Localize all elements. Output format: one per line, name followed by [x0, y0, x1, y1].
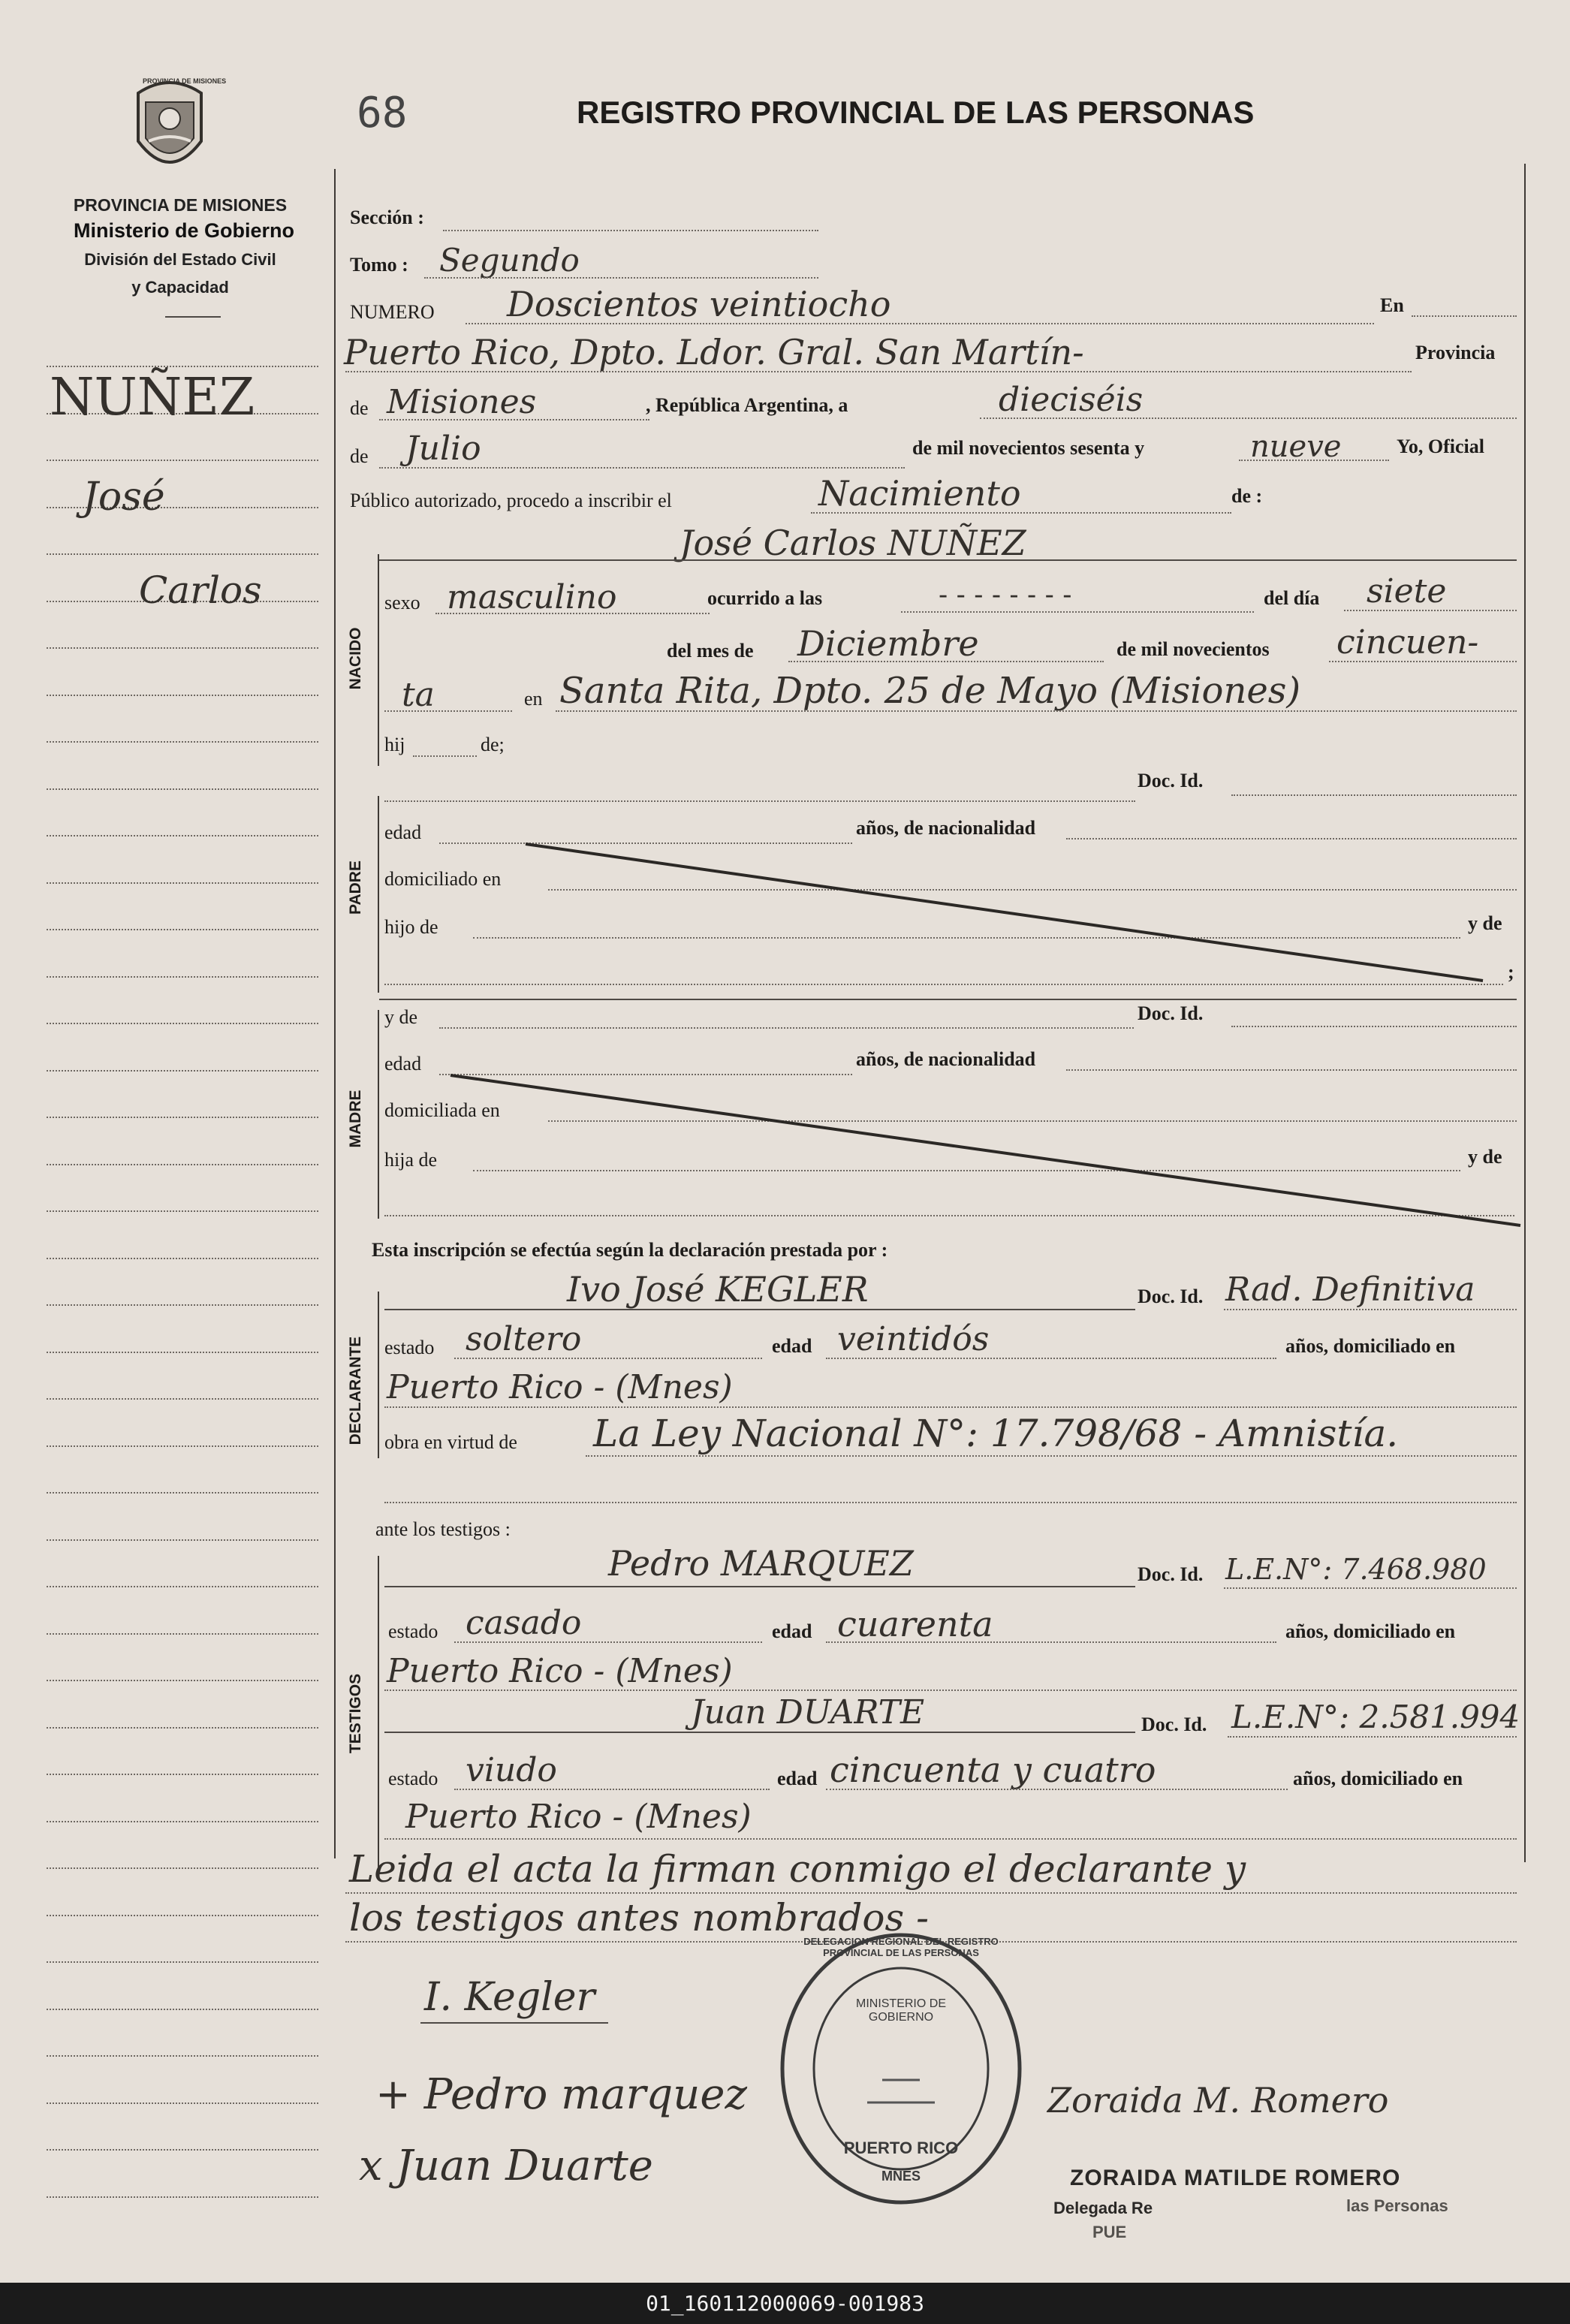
sidebar-rule-line: [47, 882, 318, 884]
sexo-label: sexo: [384, 592, 420, 613]
testigo1-edad-label: edad: [772, 1620, 812, 1642]
oficial-cargo-right: las Personas: [1346, 2196, 1448, 2215]
sidebar-rule-line: [47, 1258, 318, 1259]
anio-nac-value-1: cincuen-: [1336, 623, 1479, 662]
sidebar-rule-line: [47, 695, 318, 696]
hij-line: [413, 755, 477, 757]
firma-declarante: I. Kegler: [424, 1975, 595, 2020]
sidebar-rule-line: [47, 1398, 318, 1400]
declarante-domicilio-value: Puerto Rico - (Mnes): [387, 1368, 733, 1406]
testigo2-doc-value: L.E.N°: 2.581.994: [1231, 1699, 1520, 1735]
hora-value: - - - - - - - -: [939, 580, 1072, 610]
sidebar-rule-line: [47, 2055, 318, 2057]
numero-label: NUMERO: [350, 301, 435, 323]
tomo-line: [424, 277, 818, 279]
sidebar-rule-line: [47, 647, 318, 649]
sexo-value: masculino: [447, 578, 617, 616]
anio-nac-line: [1329, 661, 1517, 662]
seal-inner-top: MINISTERIO DE GOBIERNO: [855, 1997, 946, 2024]
mes-nac-value: Diciembre: [797, 623, 979, 664]
testigo1-estado-line: [454, 1641, 762, 1643]
firma-testigo-1: + Pedro marquez: [375, 2070, 747, 2119]
testigo1-estado-label: estado: [388, 1620, 438, 1642]
provincia-label: Provincia: [1415, 342, 1496, 363]
mes-line: [379, 467, 905, 469]
nacido-doc-value-line: [1231, 794, 1517, 796]
inscripto-line: [379, 559, 1517, 561]
sidebar-province: PROVINCIA DE MISIONES: [73, 195, 288, 215]
sidebar-rule: [165, 316, 221, 318]
sidebar-rule-line: [47, 460, 318, 461]
sidebar-surname: NUÑEZ: [50, 368, 255, 427]
firma-oficial: Zoraida M. Romero: [1047, 2080, 1389, 2121]
section-label-declarante: DECLARANTE: [347, 1336, 364, 1445]
seccion-label: Sección :: [350, 206, 424, 228]
sidebar-rule-line: [47, 929, 318, 930]
provincia-line: [379, 419, 649, 420]
sidebar-rule-line: [47, 741, 318, 743]
sidebar-rule-line: [47, 1774, 318, 1775]
ocurrido-label: ocurrido a las: [707, 587, 823, 609]
declarante-domicilio-line: [384, 1406, 1517, 1408]
padre-hijo-label: hijo de: [384, 916, 438, 938]
declarante-estado-label: estado: [384, 1337, 435, 1358]
madre-yde-line: [439, 1027, 1134, 1029]
testigo2-domicilio-value: Puerto Rico - (Mnes): [405, 1798, 752, 1836]
de2-label: de: [350, 445, 369, 467]
seal-center: PUERTO RICO: [843, 2139, 959, 2157]
cierre-line-1: Leida el acta la firman conmigo el declarante y: [349, 1847, 1246, 1891]
sidebar-rule-line: [47, 1539, 318, 1541]
padre-yde-label: y de: [1468, 912, 1502, 934]
oficial-cargo-left: Delegada Re: [1053, 2199, 1153, 2217]
mil-label: de mil novecientos sesenta y: [912, 437, 1145, 459]
hora-line: [901, 611, 1254, 613]
madre-yde-top-label: y de: [384, 1006, 418, 1028]
lugar-line: [345, 371, 1412, 372]
page-title: REGISTRO PROVINCIAL DE LAS PERSONAS: [577, 95, 1255, 130]
sidebar-rule-line: [47, 1210, 318, 1212]
padre-edad-label: edad: [384, 821, 422, 843]
en-line: [1412, 315, 1517, 317]
testigos-inner-border: [378, 1556, 379, 1879]
provincia-value: Misiones: [387, 383, 537, 421]
sidebar-rule-line: [47, 1117, 318, 1118]
dia-nac-label: del día: [1264, 587, 1320, 609]
sidebar-rule-line: [47, 976, 318, 978]
padre-domicilio-label: domiciliado en: [384, 868, 502, 890]
sidebar-ministry: Ministerio de Gobierno: [73, 219, 295, 242]
sidebar-division: División del Estado Civil: [84, 250, 276, 269]
sidebar-rule-line: [47, 1633, 318, 1635]
lugar-nac-value: Santa Rita, Dpto. 25 de Mayo (Misiones): [559, 670, 1301, 712]
anio-value: nueve: [1250, 430, 1342, 464]
declarante-inner-border: [378, 1292, 379, 1458]
inscripto-value: José Carlos NUÑEZ: [680, 523, 1026, 563]
nacido-inner-border: [378, 554, 379, 766]
anio-nac-value-2: ta: [402, 676, 435, 714]
sidebar-rule-line: [47, 1304, 318, 1306]
madre-domicilio-label: domiciliada en: [384, 1099, 500, 1121]
madre-edad-label: edad: [384, 1053, 422, 1075]
testigo2-edad-value: cincuenta y cuatro: [830, 1750, 1156, 1790]
oficial-label: Yo, Oficial: [1397, 436, 1484, 457]
testigo1-domicilio-label: años, domiciliado en: [1285, 1620, 1456, 1642]
declarante-doc-value: Rad. Definitiva: [1225, 1271, 1475, 1309]
sidebar-rule-line: [47, 835, 318, 836]
sidebar-rule-line: [47, 1492, 318, 1494]
sidebar-name-2: Carlos: [139, 568, 262, 612]
padre-inner-border: [378, 796, 379, 993]
coat-of-arms-icon: [134, 72, 227, 185]
padre-semicolon: ;: [1508, 961, 1514, 983]
declarante-edad-label: edad: [772, 1335, 812, 1357]
testigo2-edad-line: [826, 1789, 1288, 1790]
acto-value: Nacimiento: [818, 473, 1021, 514]
testigo1-nombre: Pedro MARQUEZ: [608, 1543, 914, 1584]
section-label-testigos: TESTIGOS: [347, 1673, 364, 1754]
seal-bottom: MNES: [881, 2169, 921, 2184]
sidebar-rule-line: [47, 1680, 318, 1681]
sidebar-name-1: José: [83, 475, 165, 520]
republica-label: , República Argentina, a: [646, 394, 848, 416]
sidebar-rule-line: [47, 2196, 318, 2198]
firma-testigo-2: x Juan Duarte: [359, 2142, 653, 2190]
sidebar-rule-line: [47, 1961, 318, 1963]
madre-strike-line: [451, 1072, 1524, 1230]
nacido-doc-line: [384, 800, 1135, 802]
tomo-label: Tomo :: [350, 254, 408, 276]
de3-label: de :: [1231, 485, 1263, 507]
testigo2-estado-value: viudo: [466, 1751, 557, 1789]
padre-nacionalidad-line: [1066, 838, 1517, 839]
cierre-line-2: los testigos antes nombrados -: [349, 1896, 929, 1940]
testigo1-doc-label: Doc. Id.: [1138, 1563, 1204, 1585]
testigo2-domicilio-line: [384, 1838, 1517, 1840]
dia-value: dieciséis: [999, 381, 1144, 419]
testigo2-estado-label: estado: [388, 1768, 438, 1789]
en-label: En: [1380, 294, 1404, 316]
seal-text: DELEGACION REGIONAL DEL REGISTRO PROVINCIAL DE LAS PERSONAS: [803, 1936, 999, 1958]
acto-line: [811, 512, 1231, 514]
obra-label: obra en virtud de: [384, 1431, 517, 1453]
obra-line: [586, 1455, 1517, 1457]
declarante-edad-value: veintidós: [837, 1320, 990, 1358]
nacido-doc-label: Doc. Id.: [1138, 770, 1204, 791]
sidebar-rule-line: [47, 1023, 318, 1024]
anio-line: [1239, 460, 1389, 461]
testigo2-doc-label: Doc. Id.: [1141, 1714, 1207, 1735]
page-number: 68: [357, 89, 408, 137]
sidebar-rule-line: [47, 2009, 318, 2010]
sidebar-rule-line: [47, 1352, 318, 1353]
testigo1-domicilio-line: [384, 1689, 1517, 1691]
testigo1-estado-value: casado: [466, 1604, 582, 1642]
sidebar-rule-line: [47, 1586, 318, 1587]
madre-nacionalidad-label: años, de nacionalidad: [856, 1048, 1036, 1070]
madre-yde-label: y de: [1468, 1146, 1502, 1168]
sidebar-rule-line: [47, 1070, 318, 1072]
sidebar-rule-line: [47, 1445, 318, 1447]
publico-label: Público autorizado, procedo a inscribir el: [350, 490, 672, 511]
frame-left-border: [334, 169, 336, 1858]
sidebar-rule-line: [47, 2102, 318, 2104]
testigos-intro: ante los testigos :: [375, 1518, 511, 1540]
declarante-domicilio-label: años, domiciliado en: [1285, 1335, 1456, 1357]
tomo-value: Segundo: [439, 242, 580, 279]
sidebar-rule-line: [47, 1867, 318, 1869]
padre-nacionalidad-label: años, de nacionalidad: [856, 817, 1036, 839]
madre-inner-border: [378, 1010, 379, 1219]
declarante-extra-line: [384, 1502, 1517, 1503]
sidebar-rule-line: [47, 553, 318, 555]
testigo1-edad-line: [826, 1641, 1276, 1643]
testigo1-doc-value: L.E.N°: 7.468.980: [1225, 1553, 1487, 1586]
lugar-nac-line: [556, 710, 1517, 712]
mes-value: Julio: [405, 430, 481, 468]
seccion-line: [443, 230, 818, 231]
madre-nacionalidad-line: [1066, 1069, 1517, 1071]
mes-nac-line: [788, 661, 1104, 662]
sidebar-rule-line: [47, 366, 318, 367]
numero-value: Doscientos veintiocho: [507, 284, 891, 324]
lugar-value: Puerto Rico, Dpto. Ldor. Gral. San Martín-: [344, 332, 1084, 372]
hij-label: hij: [384, 734, 405, 755]
dia-line: [980, 417, 1517, 419]
madre-doc-line: [1231, 1026, 1517, 1027]
sexo-line: [435, 613, 710, 614]
testigo1-nombre-line: [384, 1586, 1135, 1587]
frame-right-border: [1524, 164, 1526, 1862]
sidebar-rule-line: [47, 1915, 318, 1916]
testigo1-edad-value: cuarenta: [837, 1604, 993, 1644]
anio-nac-line-2: [384, 710, 512, 712]
mes-nac-label: del mes de: [667, 640, 754, 662]
testigo2-doc-line: [1228, 1736, 1517, 1738]
image-code-footer: 01_160112000069-001983: [0, 2283, 1570, 2324]
declarante-doc-line: [1224, 1309, 1517, 1310]
sidebar-rule-line: [47, 1821, 318, 1822]
testigo2-edad-label: edad: [777, 1768, 818, 1789]
testigo2-estado-line: [454, 1789, 770, 1790]
sidebar-rule-line: [47, 788, 318, 790]
declarante-edad-line: [826, 1358, 1276, 1359]
madre-hija-label: hija de: [384, 1149, 438, 1171]
declaracion-intro: Esta inscripción se efectúa según la declaración prestada por :: [372, 1239, 888, 1261]
declarante-nombre-line: [384, 1309, 1135, 1310]
dia-nac-value: siete: [1367, 572, 1447, 610]
sidebar-rule-line: [47, 1727, 318, 1729]
oficial-nombre: ZORAIDA MATILDE ROMERO: [1070, 2166, 1401, 2190]
official-seal-icon: [777, 1930, 1025, 2208]
madre-doc-label: Doc. Id.: [1138, 1002, 1204, 1024]
coat-of-arms-text: PROVINCIA DE MISIONES: [143, 77, 227, 85]
firma-declarante-underline: [420, 2022, 608, 2024]
oficial-cargo-line2: PUE: [1092, 2223, 1127, 2241]
numero-line: [466, 323, 1374, 324]
testigo2-nombre: Juan DUARTE: [691, 1693, 925, 1732]
section-label-padre: PADRE: [347, 861, 364, 915]
declarante-estado-line: [454, 1358, 762, 1359]
declarante-estado-value: soltero: [466, 1320, 582, 1358]
testigo1-doc-line: [1224, 1587, 1517, 1589]
sidebar-division-2: y Capacidad: [131, 278, 229, 297]
de-nac-label: de;: [481, 734, 505, 755]
testigo2-domicilio-label: años, domiciliado en: [1293, 1768, 1463, 1789]
en-nac-label: en: [524, 688, 543, 710]
declarante-nombre: Ivo José KEGLER: [567, 1269, 869, 1310]
padre-strike-line: [526, 841, 1487, 991]
declarante-doc-label: Doc. Id.: [1138, 1286, 1204, 1307]
mil-nac-label: de mil novecientos: [1116, 638, 1270, 660]
padre-bottom-rule: [379, 999, 1517, 1000]
testigo2-nombre-line: [384, 1732, 1135, 1733]
testigo1-domicilio-value: Puerto Rico - (Mnes): [387, 1652, 733, 1690]
cierre-line-1-rule: [345, 1892, 1517, 1894]
dia-nac-line: [1344, 610, 1517, 611]
sidebar-rule-line: [47, 1164, 318, 1165]
de-label: de: [350, 397, 369, 419]
section-label-madre: MADRE: [347, 1090, 364, 1148]
sidebar-rule-line: [47, 2149, 318, 2151]
section-label-nacido: NACIDO: [347, 627, 364, 690]
obra-value: La Ley Nacional N°: 17.798/68 - Amnistía.: [593, 1412, 1399, 1455]
